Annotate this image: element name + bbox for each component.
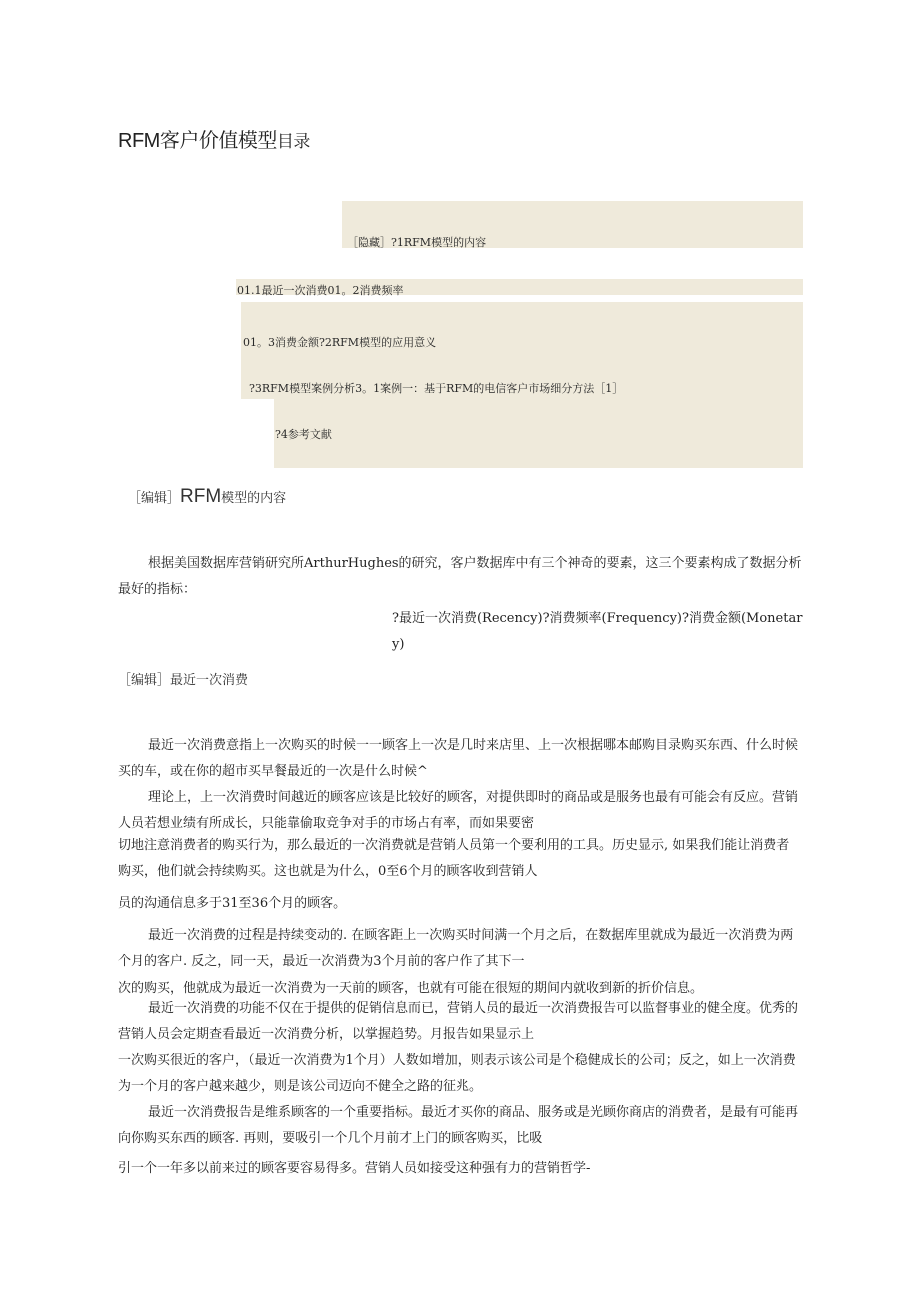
rfm-metrics-line-1: ?最近一次消费(Recency)?消费频率(Frequency)?消费金额(Monetar bbox=[392, 611, 803, 626]
section-heading-rfm-content bbox=[128, 486, 286, 508]
paragraph-recency-function: 最近一次消费的功能不仅在于提供的促销信息而已，营销人员的最近一次消费报告可以监督事业的健全度。优秀的营销人员会定期查看最近一次消费分析，以掌握趋势。月报告如果显示上 bbox=[118, 1001, 799, 1042]
paragraph-recency-dynamic-end: 次的购买，他就成为最近一次消费为一天前的顾客，也就有可能在很短的期间内就收到新的折价信息。 bbox=[118, 981, 704, 996]
paragraph-recency-retention-end: 引一个一年多以前来过的顾客要容易得多。营销人员如接受这种强有力的营销哲学- bbox=[118, 1161, 591, 1176]
section-title-big: RFM bbox=[180, 486, 222, 507]
paragraph-recency-function-end: 一次购买很近的客户，（最近一次消费为1个月）人数如增加，则表示该公司是个稳健成长的公司；反之，如上一次消费为一个月的客户越来越少，则是该公司迈向不健全之路的征兆。 bbox=[118, 1053, 796, 1094]
toc-entry-monetary-application[interactable]: 01。3消费金额?2RFM模型的应用意义 bbox=[243, 336, 437, 349]
paragraph-recency-tool: 切地注意消费者的购买行为，那么最近的一次消费就是营销人员第一个要利用的工具。历史显示, 如果我们能让消费者购买，他们就会持续购买。这也就是为什么，0至6个月的顾客收到营销人 bbox=[118, 838, 790, 879]
section-heading-recency: ［编辑］最近一次消费 bbox=[118, 673, 249, 688]
edit-link[interactable]: ［编辑］ bbox=[128, 491, 181, 506]
paragraph-recency-tool-end: 员的沟通信息多于31至36个月的顾客。 bbox=[118, 896, 347, 911]
document-title-suffix: 目录 bbox=[276, 132, 310, 152]
toc-entry-references[interactable]: ?4参考文献 bbox=[275, 428, 332, 441]
section-title-rest: 模型的内容 bbox=[221, 491, 287, 506]
paragraph-recency-retention: 最近一次消费报告是维系顾客的一个重要指标。最近才买你的商品、服务或是光顾你商店的消费者，是最有可能再向你购买东西的顾客. 再则，要吸引一个几个月前才上门的顾客购买，比吸 bbox=[118, 1105, 799, 1146]
toc-entry-recency-frequency[interactable]: 01.1最近一次消费01。2消费频率 bbox=[237, 284, 404, 297]
paragraph-rfm-intro: 根据美国数据库营销研究所ArthurHughes的研究，客户数据库中有三个神奇的要素，这三个要素构成了数据分析最好的指标： bbox=[118, 556, 802, 597]
toc-block-last bbox=[274, 399, 803, 468]
document-title bbox=[118, 124, 310, 153]
toc-entry-hide-rfm-content[interactable]: ［隐藏］?1RFM模型的内容 bbox=[347, 236, 487, 249]
paragraph-recency-definition: 最近一次消费意指上一次购买的时候一一顾客上一次是几时来店里、上一次根据哪本邮购目录购买东西、什么时候买的车，或在你的超市买早餐最近的一次是什么时候^ bbox=[118, 738, 799, 779]
toc-entry-case-analysis[interactable]: ?3RFM模型案例分析3。1案例一：基于RFM的电信客户市场细分方法［1］ bbox=[249, 382, 624, 395]
rfm-metrics-line-2: y) bbox=[392, 637, 405, 652]
paragraph-recency-theory: 理论上，上一次消费时间越近的顾客应该是比较好的顾客，对提供即时的商品或是服务也最有可能会有反应。营销人员若想业绩有所成长，只能靠偷取竞争对手的市场占有率，而如果要密 bbox=[118, 790, 799, 831]
document-title-main: RFM客户价值模型 bbox=[118, 130, 277, 152]
paragraph-recency-dynamic: 最近一次消费的过程是持续变动的. 在顾客距上一次购买时间满一个月之后，在数据库里就成为最近一次消费为两个月的客户. 反之，同一天，最近一次消费为3个月前的客户作了其下一 bbox=[118, 928, 794, 969]
